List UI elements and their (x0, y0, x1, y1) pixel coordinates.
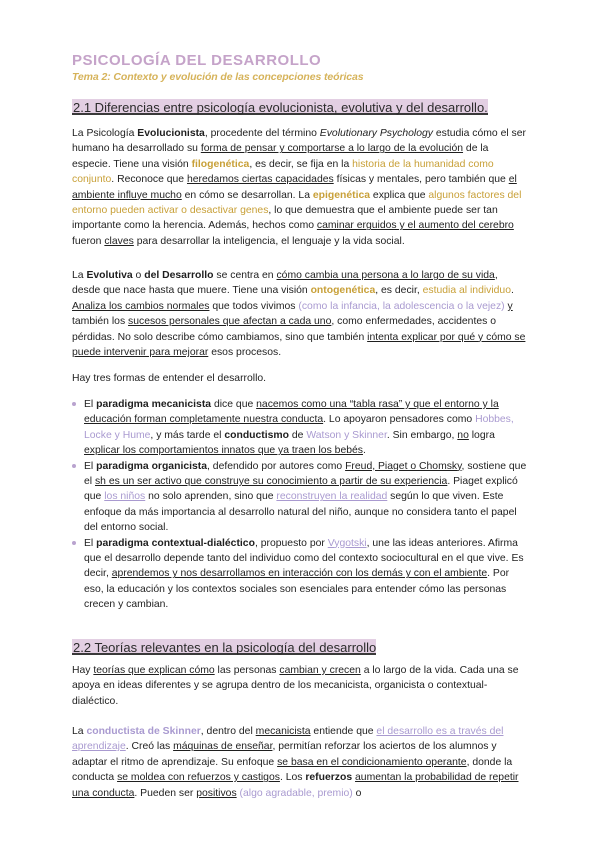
highlight-text: estudia al individuo (422, 285, 511, 297)
underlined-text: sucesos personales que afectan a cada uno (128, 316, 332, 328)
underlined-text: teorías que explican cómo (93, 665, 215, 676)
bold-term: conductismo (224, 429, 290, 441)
text: de (289, 429, 307, 441)
text: , propuesto por (254, 537, 328, 549)
underlined-text: sh es un ser activo que construye su conocimiento a partir de su experiencia (94, 476, 448, 488)
bold-term: Evolutiva (86, 270, 133, 281)
paragraph-tres-formas: Hay tres formas de entender el desarrollo. (72, 373, 267, 384)
text: también los (72, 316, 129, 328)
lavender-text: (como la infancia, la adolescencia o la vejez) (298, 300, 505, 312)
section-heading-2-1-text: 2.1 Diferencias entre psicología evolucionista, evolutiva y del desarrollo. (73, 100, 488, 115)
highlight-term: epigenética (312, 189, 371, 201)
text: , permitían reforzar los aciertos de los alumnos y adaptar el ritmo de aprendizaje. Su enfoque (72, 741, 497, 768)
text: logra (468, 429, 495, 441)
text: , dentro del (200, 726, 256, 737)
underlined-text: y (507, 300, 513, 312)
underlined-text: caminar erguidos y el aumento del cerebro (316, 220, 514, 232)
text: entiende que (310, 726, 377, 737)
underlined-text: máquinas de enseñar (173, 741, 273, 753)
underlined-text: mecanicista (255, 726, 311, 737)
highlight-text: algunos factores del entorno pueden activar o desactivar genes (72, 189, 522, 217)
text: , como enfermedades, accidentes o pérdidas. No solo describe cómo cambiamos, sino que también (72, 316, 496, 343)
text: , y más tarde el (150, 429, 225, 441)
highlight-term: filogenética (191, 158, 250, 170)
underlined-text: aumentan la probabilidad de repetir una conducta (72, 772, 519, 799)
lavender-term: conductista de Skinner (86, 726, 201, 737)
text: , es decir, (375, 285, 423, 297)
text: El (84, 537, 97, 549)
text: . Piaget explicó que (84, 476, 518, 503)
text: , desde que nace hasta que muere. Tiene una visión (72, 270, 498, 297)
lavender-text: reconstruyen la realidad (276, 491, 388, 503)
underlined-text: heredamos ciertas capacidades (186, 174, 334, 186)
bold-term: paradigma mecanicista (96, 399, 212, 410)
underlined-text: el ambiente influye mucho (72, 174, 517, 201)
text: de la especie. Tiene una visión (72, 143, 489, 170)
lavender-text: Vygotski (327, 537, 367, 549)
bold-term: refuerzos (305, 772, 353, 784)
section-heading-2-2-text: 2.2 Teorías relevantes en la psicología del desarrollo (73, 640, 377, 655)
document-title: PSICOLOGÍA DEL DESARROLLO (72, 52, 322, 69)
underlined-text: Analiza los cambios normales (72, 300, 210, 312)
text: La (72, 270, 87, 281)
underlined-text: nacemos como una “tabla rasa” y que el entorno y la educación forman completamente nuestra conducta (84, 399, 499, 426)
text: . (511, 285, 514, 297)
text: que todos vivimos (209, 300, 299, 312)
text: , procedente del término (204, 128, 320, 139)
text: . Creó las (125, 741, 174, 753)
underlined-text: forma de pensar y comportarse a lo largo de la evolución (200, 143, 464, 155)
section-heading-2-1 (72, 99, 490, 116)
text: , es decir, se fija en la (249, 158, 353, 170)
underlined-text: positivos (196, 787, 237, 799)
text: , lo que demuestra que el ambiente puede ser tan importante como la herencia. Además, hechos como (72, 205, 498, 232)
underlined-text: aprendemos y nos desarrollamos en interacción con los demás y con el ambiente (111, 568, 488, 580)
lavender-text: el desarrollo es a través del aprendizaje (72, 726, 504, 753)
text: no solo aprenden, sino que (145, 491, 277, 503)
text: estudia cómo el ser humano ha desarrollado su (72, 128, 526, 155)
paradigm-list (72, 397, 528, 613)
list-item-organicista (72, 459, 528, 536)
document-subtitle: Tema 2: Contexto y evolución de las concepciones teóricas (72, 71, 364, 83)
lavender-text: los niños (104, 491, 146, 503)
paragraph-evolucionista (72, 126, 528, 249)
lavender-text: Hobbes, Locke y Hume (84, 414, 514, 441)
underlined-text: Freud, Piaget o Chomsky (345, 460, 462, 472)
bullet-dot (72, 541, 76, 545)
text: , donde la conducta (72, 756, 513, 784)
text: o (132, 270, 145, 281)
underlined-text: cambian y crecen (279, 665, 361, 676)
paragraph-teorias (72, 663, 528, 709)
text: . Sin embargo, (386, 429, 458, 441)
underlined-text: se basa en el condicionamiento operante (277, 756, 467, 768)
text: explica que (370, 189, 429, 201)
bold-term: paradigma organicista (96, 460, 208, 472)
list-item-contextual-dialectico (72, 536, 528, 613)
text: físicas y mentales, pero también que (333, 174, 509, 186)
text: . Reconoce que (111, 174, 187, 186)
text: . Lo apoyaron pensadores como (323, 414, 476, 426)
text: , sostiene que el (84, 460, 527, 488)
text: en cómo se desarrollan. La (181, 189, 313, 201)
italic-term: Evolutionary Psychology (319, 128, 433, 139)
text: esos procesos. (208, 347, 282, 359)
text: según lo que viven. Este enfoque da más importancia al desarrollo natural del niño, aunque no considera tanto el papel del entorno social. (84, 491, 517, 534)
text: La (72, 726, 87, 737)
list-item-mecanicista (72, 397, 528, 459)
text: . Los (279, 772, 306, 784)
text: para desarrollar la inteligencia, el lenguaje y la vida social. (133, 235, 405, 247)
lavender-text: Watson y Skinner (306, 429, 387, 441)
text: Hay (72, 665, 94, 676)
bullet-dot (72, 402, 76, 406)
underlined-text: intenta explicar por qué y cómo se puede intervenir para mejorar (72, 331, 526, 359)
underlined-text: explicar los comportamientos innatos que ya traen los bebés (84, 445, 363, 457)
highlight-term: ontogenética (310, 285, 376, 297)
bullet-dot (72, 464, 76, 468)
text: o (352, 787, 362, 799)
text: dice que (211, 399, 257, 410)
text: las personas (214, 665, 280, 676)
text: . Por eso, la educación y los contextos sociales son esenciales para entender cómo las personas crecen y cambian. (84, 568, 510, 611)
bold-term: del Desarrollo (144, 270, 214, 281)
text: . (362, 445, 366, 457)
bold-term: Evolucionista (137, 128, 205, 139)
text: , defendido por autores como (207, 460, 346, 472)
paragraph-evolutiva (72, 268, 528, 360)
underlined-text: no (457, 429, 469, 441)
text: se centra en (213, 270, 277, 281)
text: . Pueden ser (134, 787, 197, 799)
paragraph-conductista (72, 724, 528, 801)
lavender-text: (algo agradable, premio) (239, 787, 353, 799)
text: a lo largo de la vida. Cada una se apoya en ideas diferentes y se agrupa dentro de los mecanicista, organicista o contextual-dialéctico. (72, 665, 519, 707)
text: , une las ideas anteriores. Afirma que el desarrollo depende tanto del individuo como del contexto sociocultural en el que vive. Es decir, (84, 537, 524, 580)
text: fueron (72, 235, 105, 247)
bold-term: paradigma contextual-dialéctico (96, 537, 255, 549)
underlined-text: claves (104, 235, 134, 247)
text: El (84, 399, 97, 410)
text: La Psicología (72, 128, 138, 139)
underlined-text: se moldea con refuerzos y castigos (117, 772, 280, 784)
underlined-text: cómo cambia una persona a lo largo de su vida (276, 270, 495, 281)
text: El (84, 460, 97, 472)
section-heading-2-2 (72, 639, 378, 656)
highlight-text: historia de la humanidad como conjunto (72, 158, 494, 186)
